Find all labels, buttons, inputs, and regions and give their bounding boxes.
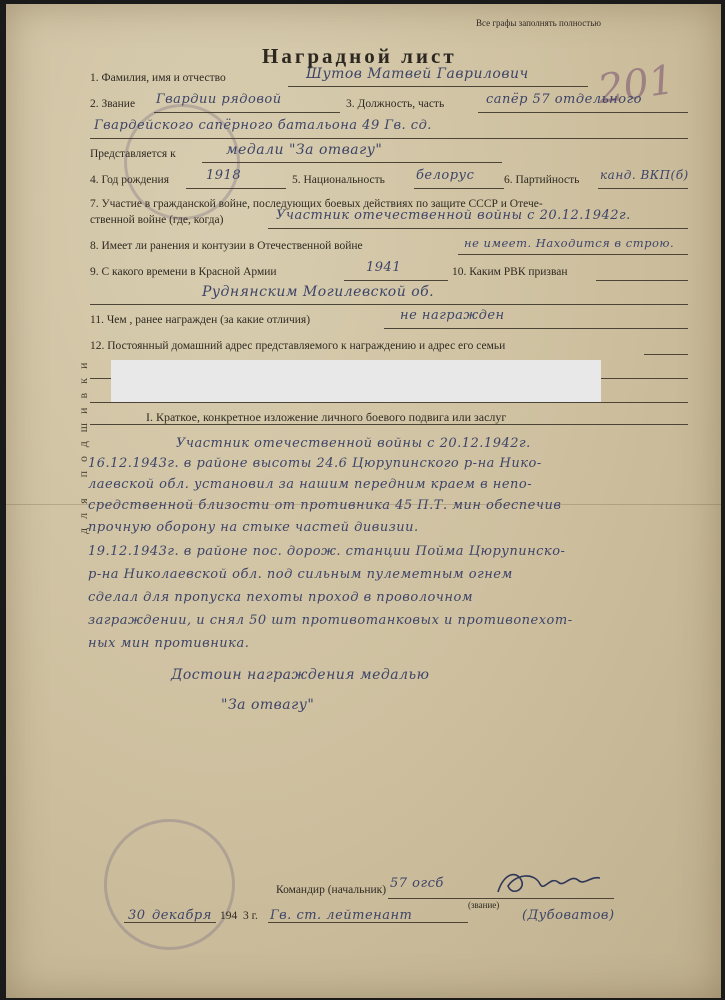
field-1-line bbox=[288, 86, 588, 87]
commander-name: (Дубоватов) bbox=[522, 908, 615, 923]
commander-rank: Гв. ст. лейтенант bbox=[270, 908, 413, 923]
field-7-value: Участник отечественной войны с 20.12.1942г. bbox=[276, 208, 631, 223]
field-10-line bbox=[596, 280, 688, 281]
redacted-address bbox=[111, 360, 601, 402]
narrative-line: средственной близости от противника 45 П.Т. мин обеспечив bbox=[88, 498, 562, 513]
field-8-value: не имеет. Находится в строю. bbox=[464, 236, 675, 250]
field-10-line-2 bbox=[90, 304, 688, 305]
field-7-label-b: ственной войне (где, когда) bbox=[90, 214, 224, 226]
date-year-suffix: 3 г. bbox=[243, 910, 258, 922]
narrative-line: сделал для пропуска пехоты проход в проволочном bbox=[88, 590, 474, 605]
field-3-value-cont: Гвардейского сапёрного батальона 49 Гв. сд. bbox=[94, 118, 432, 133]
field-2-line bbox=[154, 112, 340, 113]
date-month: декабря bbox=[152, 908, 212, 923]
field-2-value: Гвардии рядовой bbox=[156, 92, 282, 107]
narrative-line: "За отвагу" bbox=[221, 697, 315, 713]
official-seal bbox=[104, 819, 238, 950]
narrative-line: лаевской обл. установил за нашим передним краем в непо- bbox=[88, 477, 533, 492]
field-8-label: 8. Имеет ли ранения и контузии в Отечественной войне bbox=[90, 240, 363, 252]
field-4-label: 4. Год рождения bbox=[90, 174, 169, 186]
narrative-line: 16.12.1943г. в районе высоты 24.6 Цюрупинского р-на Нико- bbox=[88, 456, 542, 471]
field-6-label: 6. Партийность bbox=[504, 174, 580, 186]
field-1-label: 1. Фамилия, имя и отчество bbox=[90, 72, 226, 84]
field-3-line bbox=[478, 112, 688, 113]
date-year-prefix: 194 bbox=[220, 910, 238, 922]
signature bbox=[494, 866, 604, 900]
field-4-line bbox=[186, 188, 286, 189]
narrative-line: Достоин награждения медалью bbox=[171, 667, 430, 683]
field-7-label-a: 7. Участие в гражданской войне, последующих боевых действиях по защите СССР и Отече- bbox=[90, 198, 543, 210]
field-5-label: 5. Национальность bbox=[292, 174, 385, 186]
field-3-line-2 bbox=[90, 138, 688, 139]
field-12-line-3 bbox=[90, 402, 688, 403]
field-11-line bbox=[384, 328, 688, 329]
field-10-value: Руднянским Могилевской об. bbox=[202, 284, 435, 300]
award-sheet bbox=[6, 4, 721, 998]
represent-value: медали "За отвагу" bbox=[226, 142, 383, 158]
field-5-value: белорус bbox=[416, 168, 475, 183]
field-11-value: не награжден bbox=[400, 308, 505, 323]
represent-line bbox=[202, 162, 502, 163]
date-day: 30 bbox=[128, 908, 146, 923]
field-1-value: Шутов Матвей Гаврилович bbox=[306, 66, 529, 82]
field-2-label: 2. Звание bbox=[90, 98, 136, 110]
field-6-line bbox=[598, 188, 688, 189]
header-note: Все графы заполнять полностью bbox=[476, 18, 602, 28]
side-text: для подшивки bbox=[76, 353, 90, 534]
field-8-line bbox=[458, 254, 688, 255]
field-12-line bbox=[644, 354, 688, 355]
rank-line bbox=[268, 922, 468, 923]
narrative-line: ных мин противника. bbox=[88, 636, 250, 651]
narrative-line: Участник отечественной войны с 20.12.1942г. bbox=[176, 436, 531, 451]
narrative-line: р-на Николаевской обл. под сильным пулеметным огнем bbox=[88, 567, 513, 582]
narrative-line: прочную оборону на стыке частей дивизии. bbox=[88, 520, 419, 535]
narrative-line: 19.12.1943г. в районе пос. дорож. станции Пойма Цюрупинско- bbox=[88, 544, 566, 559]
represent-label: Представляется к bbox=[90, 148, 176, 160]
commander-label: Командир (начальник) bbox=[276, 884, 387, 896]
page-title: Наградной лист bbox=[262, 44, 457, 68]
field-3-label: 3. Должность, часть bbox=[346, 98, 445, 110]
zvanie-label: (звание) bbox=[468, 900, 500, 910]
field-9-label: 9. С какого времени в Красной Армии bbox=[90, 266, 277, 278]
stamp-number: 201 bbox=[595, 56, 678, 114]
commander-unit: 57 огсб bbox=[390, 876, 444, 891]
field-11-label: 11. Чем , ранее награжден (за какие отличия) bbox=[90, 314, 311, 326]
field-12-label: 12. Постоянный домашний адрес представляемого к награждению и адрес его семьи bbox=[90, 340, 506, 352]
section-heading: I. Краткое, конкретное изложение личного боевого подвига или заслуг bbox=[146, 410, 507, 424]
field-7-line bbox=[268, 228, 688, 229]
field-3-value: сапёр 57 отдельного bbox=[486, 92, 642, 107]
date-line bbox=[124, 922, 216, 923]
field-9-line bbox=[344, 280, 448, 281]
field-4-value: 1918 bbox=[206, 168, 242, 183]
field-9-value: 1941 bbox=[366, 260, 402, 275]
field-5-line bbox=[414, 188, 504, 189]
field-6-value: канд. ВКП(б) bbox=[600, 168, 689, 182]
field-10-label: 10. Каким РВК призван bbox=[452, 266, 568, 278]
section-heading-line bbox=[90, 424, 688, 425]
narrative-line: заграждении, и снял 50 шт противотанковых и противопехот- bbox=[88, 613, 573, 628]
